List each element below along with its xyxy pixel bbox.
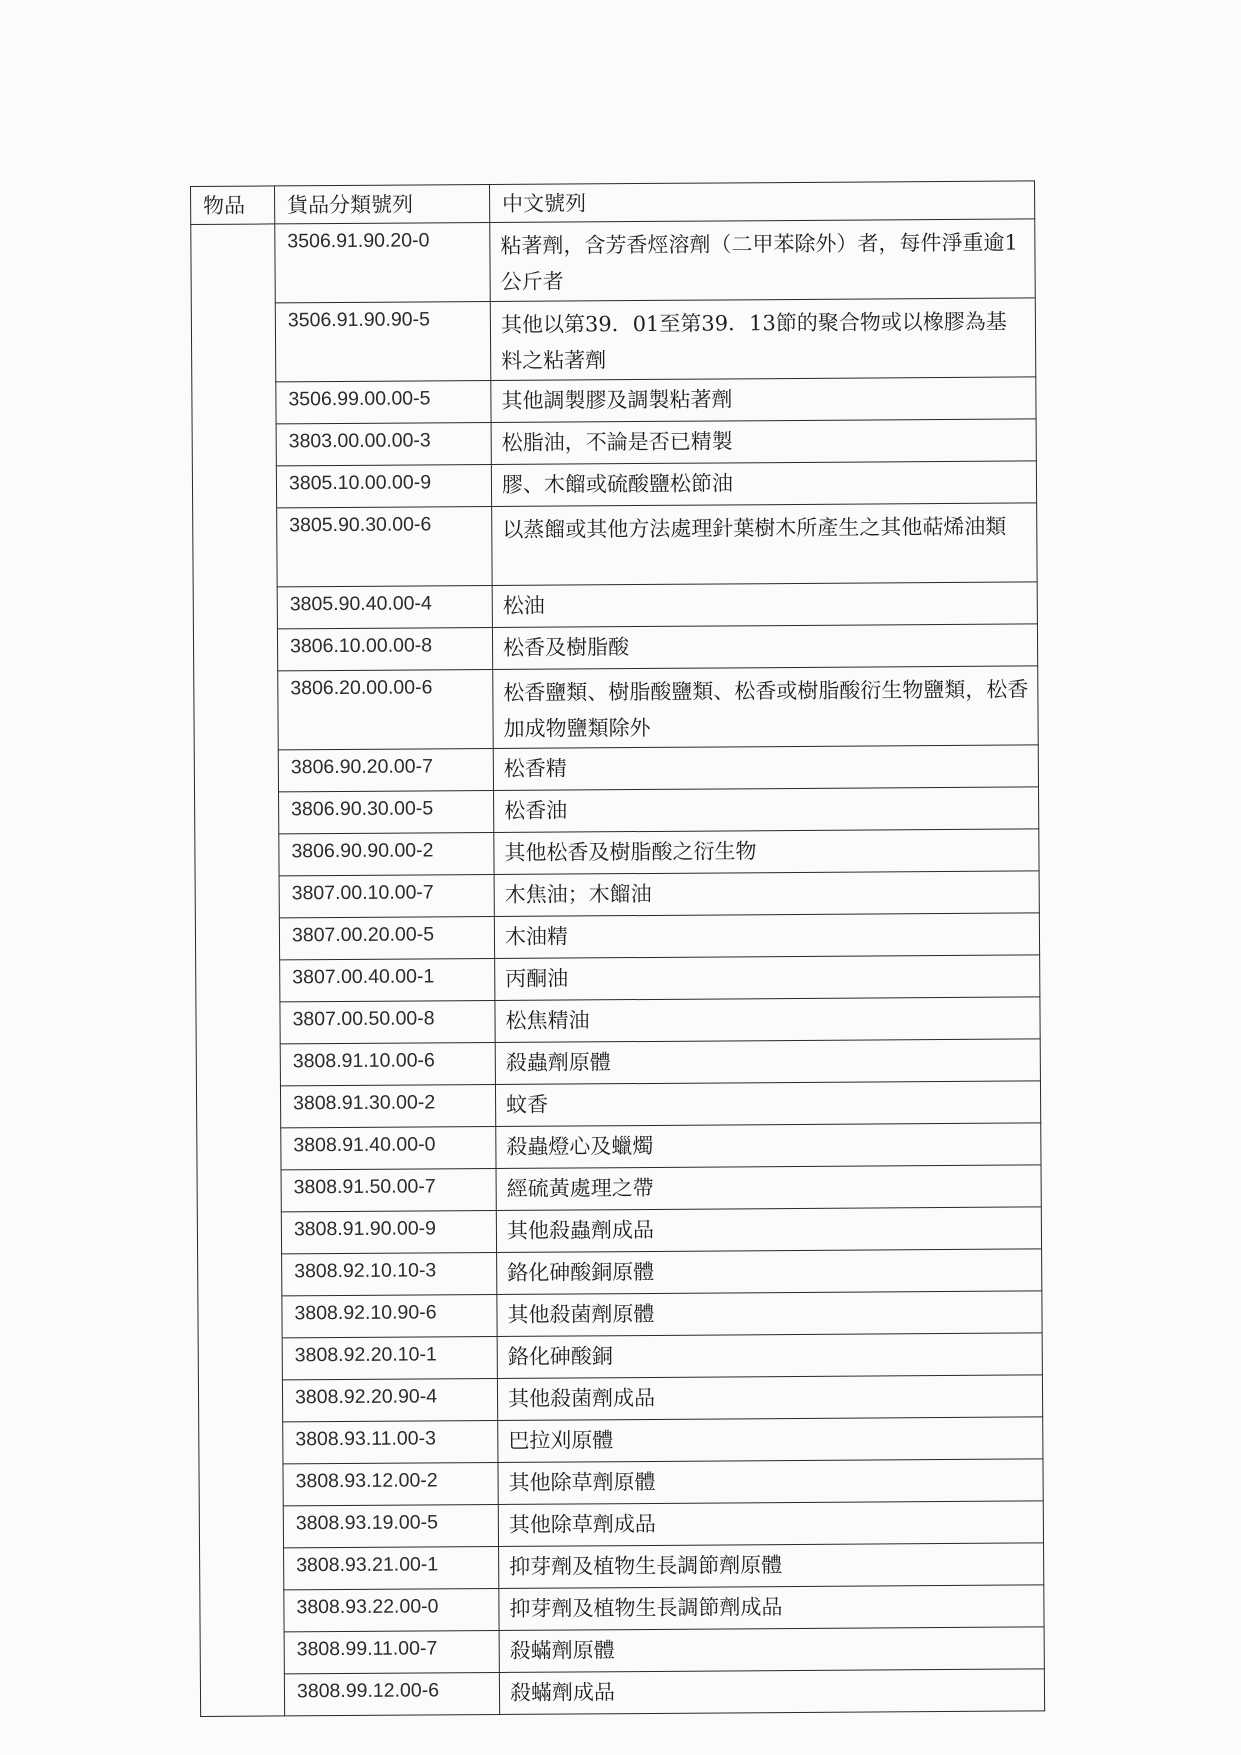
- description-cell: 經硫黃處理之帶: [496, 1165, 1041, 1211]
- header-description: 中文號列: [489, 181, 1034, 223]
- code-cell: 3806.90.30.00-5: [279, 791, 494, 834]
- description-cell: 殺蟲燈心及蠟燭: [496, 1123, 1041, 1169]
- table-row: [195, 787, 1039, 835]
- table-row: [192, 419, 1036, 467]
- code-cell: 3808.93.21.00-1: [284, 1546, 499, 1589]
- code-cell: 3805.90.40.00-4: [277, 586, 492, 629]
- code-cell: 3808.93.22.00-0: [284, 1588, 499, 1631]
- table-row: [196, 1081, 1040, 1129]
- description-cell: 其他松香及樹脂酸之衍生物: [494, 829, 1039, 875]
- code-cell: 3808.93.11.00-3: [283, 1420, 498, 1463]
- code-cell: 3808.92.20.10-1: [282, 1336, 497, 1379]
- code-cell: 3808.91.10.00-6: [280, 1042, 495, 1085]
- table-row: [191, 219, 1036, 304]
- code-cell: 3506.91.90.90-5: [275, 302, 491, 382]
- table-row: [200, 1669, 1044, 1717]
- tariff-table: [190, 180, 1045, 1717]
- description-cell: 抑芽劑及植物生長調節劑原體: [499, 1543, 1044, 1589]
- table-row: [195, 913, 1039, 961]
- table-row: [200, 1627, 1044, 1675]
- table-row: [196, 955, 1040, 1003]
- description-cell: 其他除草劑成品: [498, 1501, 1043, 1547]
- description-cell: 巴拉刈原體: [498, 1417, 1043, 1463]
- description-cell: 松香油: [494, 787, 1039, 833]
- description-cell: 殺蟎劑成品: [499, 1669, 1044, 1715]
- table-header-row: [191, 181, 1035, 225]
- description-cell: 木油精: [494, 913, 1039, 959]
- table-row: [198, 1291, 1042, 1339]
- table-row: [193, 503, 1038, 588]
- description-cell: 殺蟲劑原體: [495, 1039, 1040, 1085]
- code-cell: 3808.93.19.00-5: [283, 1504, 498, 1547]
- code-cell: 3808.91.50.00-7: [281, 1168, 496, 1211]
- table-row: [196, 997, 1040, 1045]
- header-item: 物品: [191, 186, 275, 225]
- table-row: [192, 377, 1036, 425]
- code-cell: 3805.90.30.00-6: [277, 507, 493, 587]
- description-cell: 粘著劑，含芳香烴溶劑（二甲苯除外）者，每件淨重逾1公斤者: [490, 219, 1036, 302]
- description-cell: 抑芽劑及植物生長調節劑成品: [499, 1585, 1044, 1631]
- code-cell: 3808.92.10.10-3: [282, 1252, 497, 1295]
- description-cell: 松香精: [493, 745, 1038, 791]
- table-row: [192, 461, 1036, 509]
- code-cell: 3808.91.90.00-9: [281, 1210, 496, 1253]
- code-cell: 3806.90.90.00-2: [279, 832, 494, 875]
- code-cell: 3803.00.00.00-3: [276, 423, 491, 466]
- code-cell: 3807.00.50.00-8: [280, 1000, 495, 1043]
- table-row: [197, 1165, 1041, 1213]
- code-cell: 3806.10.00.00-8: [277, 628, 492, 671]
- description-cell: 蚊香: [495, 1081, 1040, 1127]
- description-cell: 丙酮油: [495, 955, 1040, 1001]
- table-row: [195, 829, 1039, 877]
- table-row: [200, 1585, 1044, 1633]
- code-cell: 3808.92.10.90-6: [282, 1294, 497, 1337]
- description-cell: 松油: [492, 582, 1037, 628]
- code-cell: 3806.90.20.00-7: [278, 749, 493, 792]
- table-row: [195, 871, 1039, 919]
- code-cell: 3808.99.11.00-7: [284, 1630, 499, 1673]
- code-cell: 3808.91.40.00-0: [281, 1126, 496, 1169]
- table-row: [194, 745, 1038, 793]
- description-cell: 松香及樹脂酸: [492, 624, 1037, 670]
- description-cell: 殺蟎劑原體: [499, 1627, 1044, 1673]
- description-cell: 其他殺菌劑原體: [497, 1291, 1042, 1337]
- description-cell: 其他以第39．01至第39．13節的聚合物或以橡膠為基料之粘著劑: [490, 298, 1036, 381]
- item-cell: [191, 224, 285, 1717]
- table-row: [191, 298, 1036, 383]
- description-cell: 鉻化砷酸銅: [497, 1333, 1042, 1379]
- description-cell: 以蒸餾或其他方法處理針葉樹木所產生之其他萜烯油類: [492, 503, 1038, 586]
- description-cell: 鉻化砷酸銅原體: [497, 1249, 1042, 1295]
- table-row: [199, 1417, 1043, 1465]
- table-row: [196, 1039, 1040, 1087]
- description-cell: 其他殺菌劑成品: [497, 1375, 1042, 1421]
- table-row: [193, 582, 1037, 630]
- description-cell: 其他除草劑原體: [498, 1459, 1043, 1505]
- code-cell: 3506.99.00.00-5: [276, 381, 491, 424]
- description-cell: 松焦精油: [495, 997, 1040, 1043]
- code-cell: 3808.92.20.90-4: [282, 1378, 497, 1421]
- code-cell: 3807.00.10.00-7: [279, 874, 494, 917]
- table-row: [199, 1501, 1043, 1549]
- description-cell: 膠、木餾或硫酸鹽松節油: [491, 461, 1036, 507]
- code-cell: 3806.20.00.00-6: [278, 670, 494, 750]
- code-cell: 3808.99.12.00-6: [284, 1672, 499, 1715]
- table-row: [200, 1543, 1044, 1591]
- table-row: [198, 1333, 1042, 1381]
- table-row: [193, 624, 1037, 672]
- table-row: [199, 1459, 1043, 1507]
- header-code: 貨品分類號列: [275, 185, 490, 224]
- table-row: [198, 1249, 1042, 1297]
- table-row: [198, 1375, 1042, 1423]
- table-row: [197, 1207, 1041, 1255]
- description-cell: 其他調製膠及調製粘著劑: [491, 377, 1036, 423]
- code-cell: 3805.10.00.00-9: [276, 465, 491, 508]
- description-cell: 松脂油，不論是否已精製: [491, 419, 1036, 465]
- code-cell: 3808.91.30.00-2: [280, 1084, 495, 1127]
- code-cell: 3807.00.20.00-5: [279, 916, 494, 959]
- table-row: [194, 666, 1039, 751]
- code-cell: 3506.91.90.20-0: [275, 223, 491, 303]
- code-cell: 3808.93.12.00-2: [283, 1462, 498, 1505]
- description-cell: 其他殺蟲劑成品: [496, 1207, 1041, 1253]
- table-body: [191, 181, 1045, 1717]
- table-row: [197, 1123, 1041, 1171]
- description-cell: 木焦油；木餾油: [494, 871, 1039, 917]
- code-cell: 3807.00.40.00-1: [280, 958, 495, 1001]
- description-cell: 松香鹽類、樹脂酸鹽類、松香或樹脂酸衍生物鹽類，松香加成物鹽類除外: [493, 666, 1039, 749]
